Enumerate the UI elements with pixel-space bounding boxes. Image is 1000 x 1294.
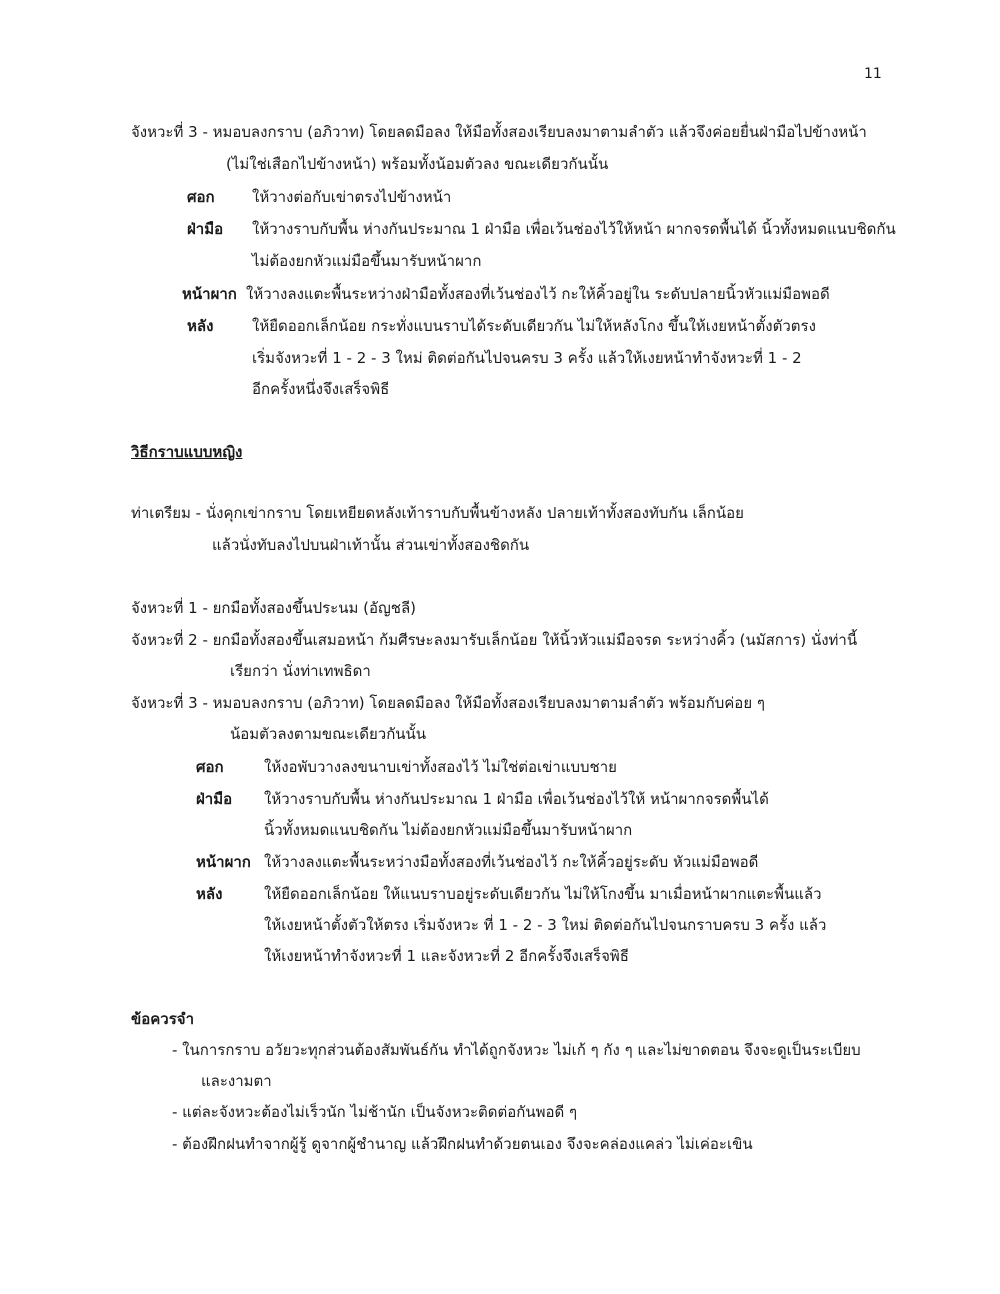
female-palm-label: ฝ่ามือ [196, 790, 233, 808]
male-elbow-text: ให้วางต่อกับเข่าตรงไปข้างหน้า [252, 188, 452, 206]
female-palm-text1: ให้วางราบกับพื้น ห่างกันประมาณ 1 ฝ่ามือ เพื่อเว้นช่องไว้ให้ หน้าผากจรดพื้นได้ [264, 790, 769, 808]
female-forehead-label: หน้าผาก [196, 853, 251, 871]
female-elbow-text: ให้งอพับวางลงขนาบเข่าทั้งสองไว้ ไม่ใช่ต่อเข่าแบบชาย [264, 758, 617, 776]
female-back-text3: ให้เงยหน้าทำจังหวะที่ 1 และจังหวะที่ 2 อีกครั้งจึงเสร็จพิธี [264, 947, 629, 965]
female-elbow-label: ศอก [196, 758, 224, 776]
male-back-text3: อีกครั้งหนึ่งจึงเสร็จพิธี [252, 380, 390, 398]
female-step3-line2: น้อมตัวลงตามขณะเดียวกันนั้น [230, 725, 427, 743]
male-step3-line1: จังหวะที่ 3 - หมอบลงกราบ (อภิวาท) โดยลดมือลง ให้มือทั้งสองเรียบลงมาตามลำตัว แล้วจึงค่อยยื่นฝ่ามือไปข้างหน้า [131, 123, 867, 141]
female-back-text2: ให้เงยหน้าตั้งตัวให้ตรง เริ่มจังหวะ ที่ 1 - 2 - 3 ใหม่ ติดต่อกันไปจนกราบครบ 3 ครั้ง แล้ว [264, 916, 827, 934]
male-back-label: หลัง [187, 317, 214, 335]
male-step3-line2: (ไม่ใช่เสือกไปข้างหน้า) พร้อมทั้งน้อมตัวลง ขณะเดียวกันนั้น [226, 155, 609, 173]
male-back-text1: ให้ยืดออกเล็กน้อย กระทั่งแบนราบได้ระดับเดียวกัน ไม่ให้หลังโกง ขึ้นให้เงยหน้าตั้งตัวตรง [252, 317, 816, 335]
female-back-text1: ให้ยืดออกเล็กน้อย ให้แนบราบอยู่ระดับเดียวกัน ไม่ให้โกงขึ้น มาเมื่อหน้าผากแตะพื้นแล้ว [264, 885, 822, 903]
note-3: - ต้องฝึกฝนทำจากผู้รู้ ดูจากผู้ชำนาญ แล้วฝึกฝนทำด้วยตนเอง จึงจะคล่องแคล่ว ไม่เค่อะเขิน [172, 1135, 753, 1153]
female-step2-line2: เรียกว่า นั่งท่าเทพธิดา [230, 662, 371, 680]
note-2: - แต่ละจังหวะต้องไม่เร็วนัก ไม่ช้านัก เป็นจังหวะติดต่อกันพอดี ๆ [172, 1103, 578, 1121]
note-1-line2: และงามตา [201, 1072, 272, 1090]
male-forehead-text: ให้วางลงแตะพื้นระหว่างฝ่ามือทั้งสองที่เว้นช่องไว้ กะให้คิ้วอยู่ใน ระดับปลายนิ้วหัวแม่มือพอดี [246, 285, 830, 303]
female-back-label: หลัง [196, 885, 223, 903]
male-palm-text1: ให้วางราบกับพื้น ห่างกันประมาณ 1 ฝ่ามือ เพื่อเว้นช่องไว้ให้หน้า ผากจรดพื้นได้ นิ้วทั้งหมดแนบชิดกัน [252, 220, 896, 238]
female-forehead-text: ให้วางลงแตะพื้นระหว่างมือทั้งสองที่เว้นช่องไว้ กะให้คิ้วอยู่ระดับ หัวแม่มือพอดี [264, 853, 759, 871]
female-prep-line2: แล้วนั่งทับลงไปบนฝ่าเท้านั้น ส่วนเข่าทั้งสองชิดกัน [212, 536, 530, 554]
female-section-heading: วิธีกราบแบบหญิง [131, 443, 243, 461]
male-elbow-label: ศอก [187, 188, 215, 206]
note-1-line1: - ในการกราบ อวัยวะทุกส่วนต้องสัมพันธ์กัน ทำได้ถูกจังหวะ ไม่เก้ ๆ กัง ๆ และไม่ขาดตอน จึงจะดูเป็นระเบียบ [172, 1041, 861, 1059]
male-back-text2: เริ่มจังหวะที่ 1 - 2 - 3 ใหม่ ติดต่อกันไปจนครบ 3 ครั้ง แล้วให้เงยหน้าทำจังหวะที่ 1 - 2 [252, 349, 802, 367]
female-prep-line1: ท่าเตรียม - นั่งคุกเข่ากราบ โดยเหยียดหลังเท้าราบกับพื้นข้างหลัง ปลายเท้าทั้งสองทับกัน เล็กน้อย [131, 504, 744, 522]
male-forehead-label: หน้าผาก [182, 285, 237, 303]
male-palm-text2: ไม่ต้องยกหัวแม่มือขึ้นมารับหน้าผาก [252, 252, 482, 270]
notes-heading: ข้อควรจำ [131, 1010, 194, 1028]
female-step3-line1: จังหวะที่ 3 - หมอบลงกราบ (อภิวาท) โดยลดมือลง ให้มือทั้งสองเรียบลงมาตามลำตัว พร้อมกับค่อย ๆ [131, 694, 765, 712]
female-step2-line1: จังหวะที่ 2 - ยกมือทั้งสองขึ้นเสมอหน้า ก้มศีรษะลงมารับเล็กน้อย ให้นิ้วหัวแม่มือจรด ระหว่างคิ้ว (นมัสการ) นั่งท่านี้ [131, 631, 858, 649]
female-palm-text2: นิ้วทั้งหมดแนบชิดกัน ไม่ต้องยกหัวแม่มือขึ้นมารับหน้าผาก [264, 821, 633, 839]
page-number: 11 [864, 66, 882, 82]
female-step1: จังหวะที่ 1 - ยกมือทั้งสองขึ้นประนม (อัญชลี) [131, 599, 417, 617]
male-palm-label: ฝ่ามือ [187, 220, 224, 238]
